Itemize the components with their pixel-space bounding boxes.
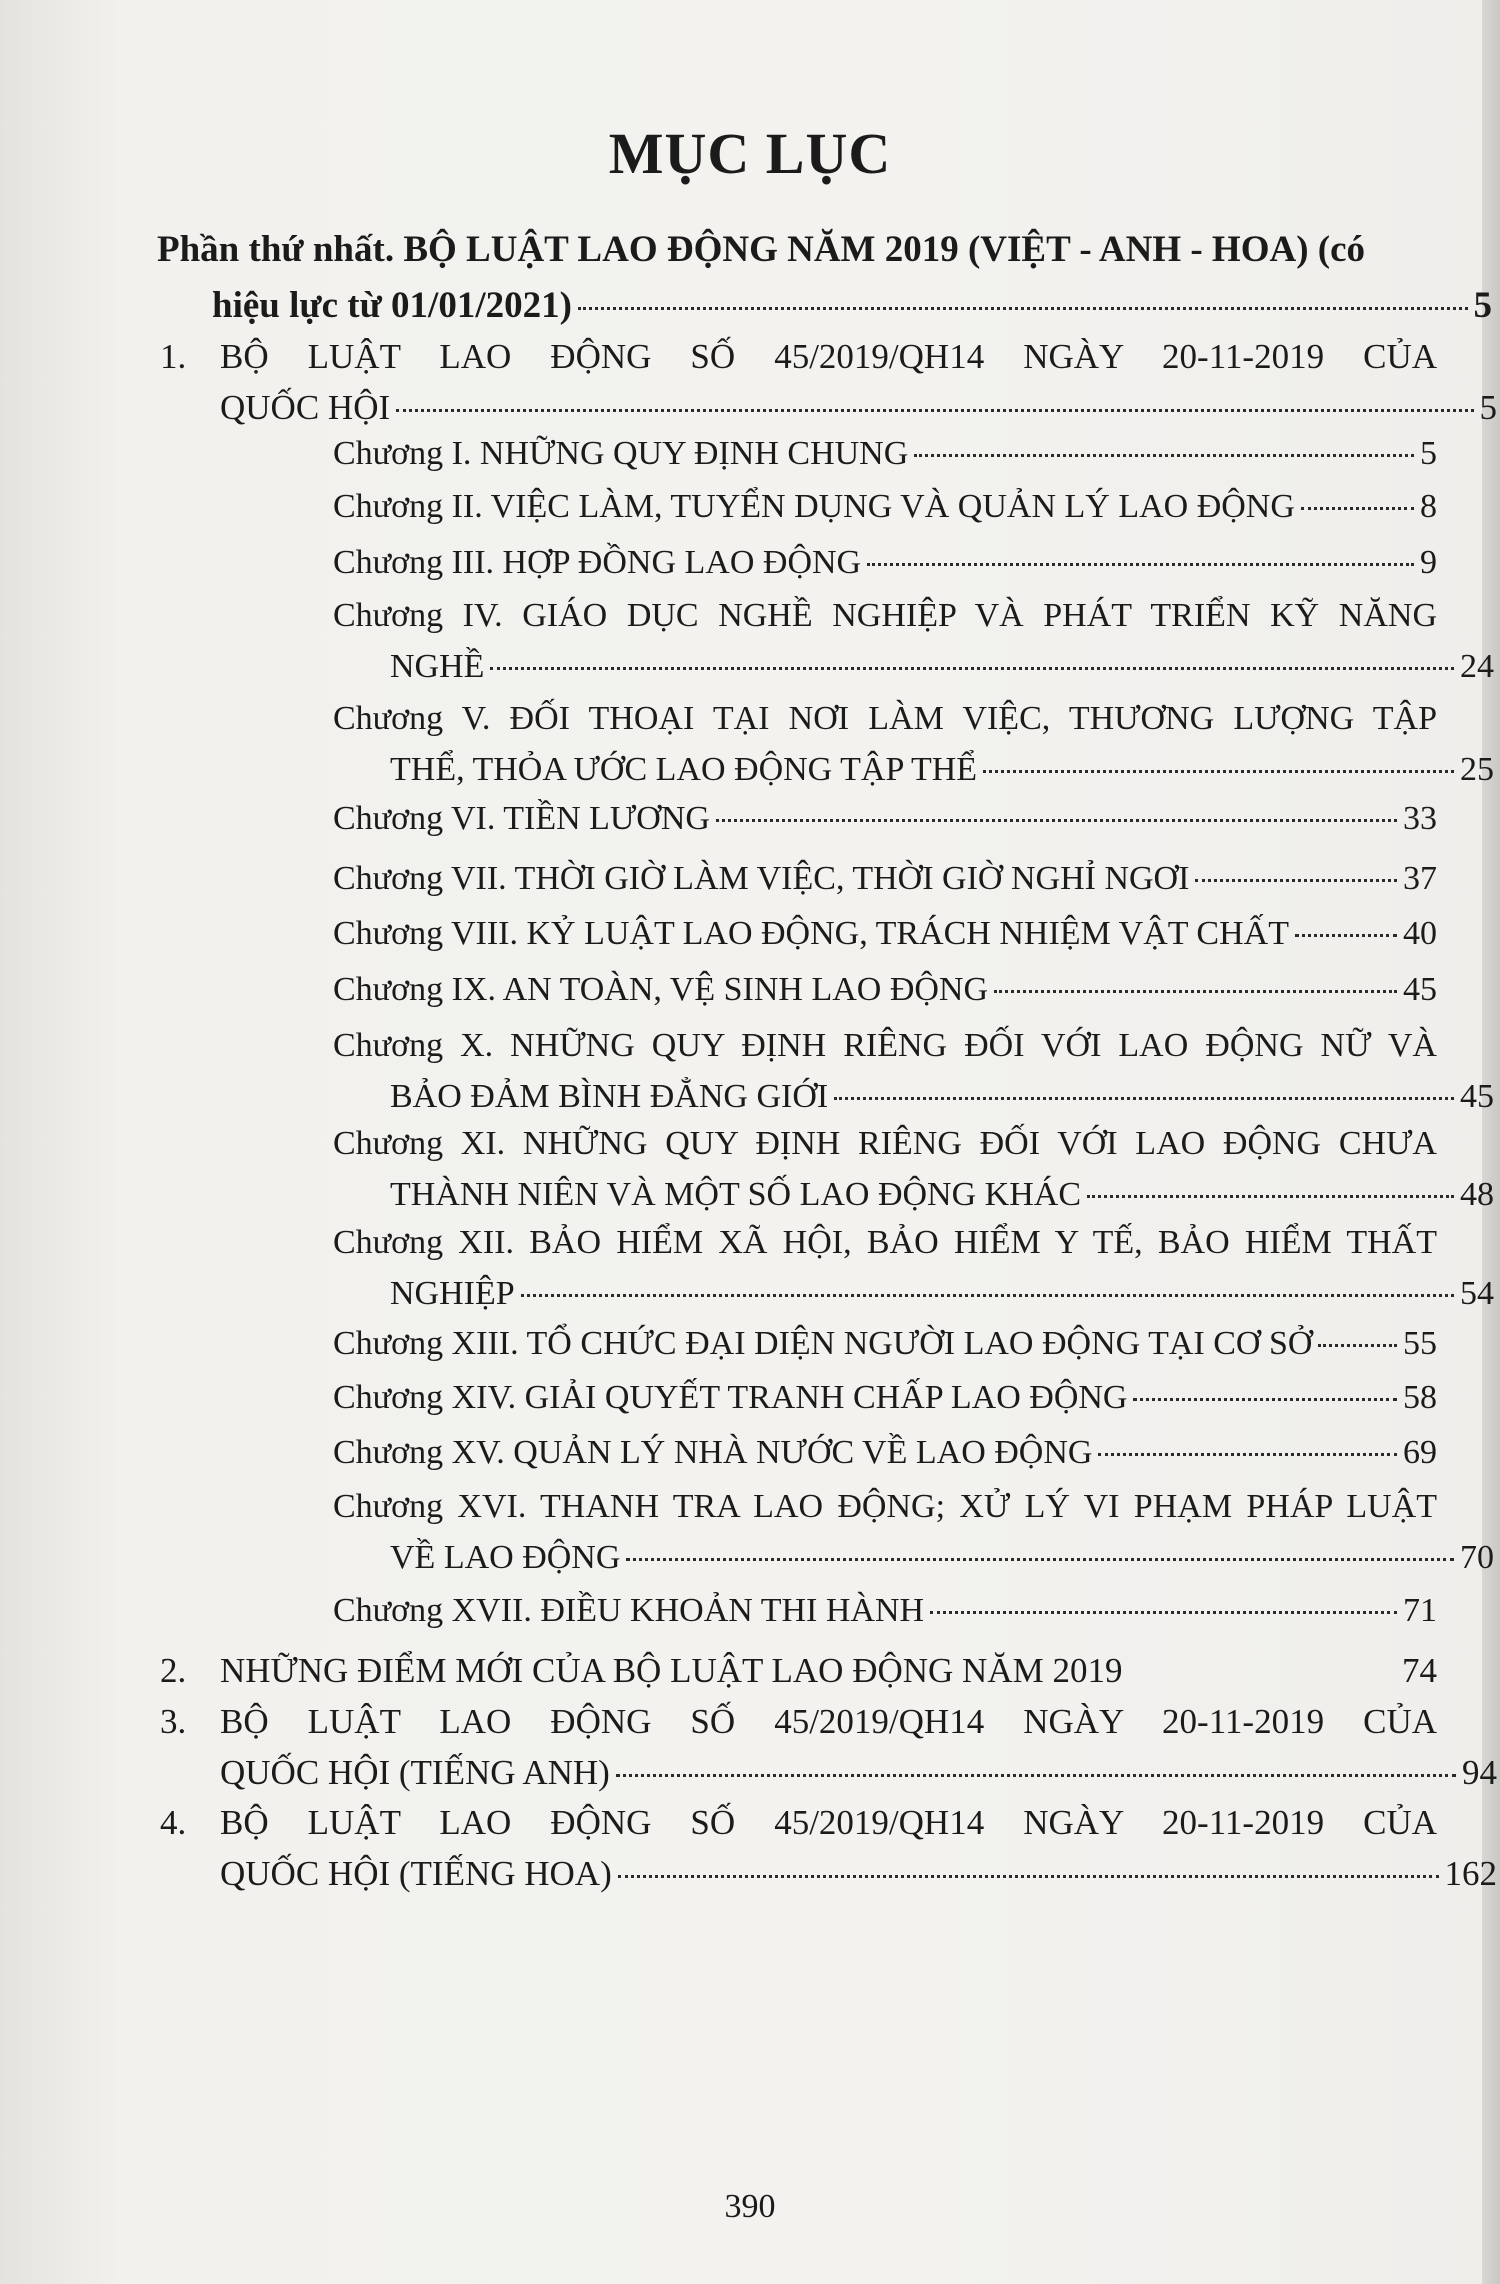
section-title: BỘ LUẬT LAO ĐỘNG SỐ 45/2019/QH14 NGÀY 20-11-2019 CỦA bbox=[220, 1702, 1437, 1741]
toc-line bbox=[333, 1585, 1437, 1636]
dot-leader bbox=[618, 1875, 1439, 1878]
chapter-title: Chương XVI. THANH TRA LAO ĐỘNG; XỬ LÝ VI PHẠM PHÁP LUẬT bbox=[333, 1488, 1437, 1525]
toc-chapter-5 bbox=[333, 693, 1494, 795]
toc-chapter-15 bbox=[333, 1427, 1437, 1478]
page-ref: 25 bbox=[1460, 751, 1494, 788]
part-heading-line-1 bbox=[157, 222, 1437, 278]
dot-leader bbox=[626, 1558, 1454, 1561]
section-title: NHỮNG ĐIỂM MỚI CỦA BỘ LUẬT LAO ĐỘNG NĂM 2019 bbox=[220, 1651, 1123, 1690]
dot-leader bbox=[1098, 1453, 1397, 1456]
dot-leader bbox=[1133, 1398, 1397, 1401]
toc-line bbox=[333, 964, 1437, 1015]
part-heading bbox=[157, 222, 1492, 334]
chapter-title: Chương III. HỢP ĐỒNG LAO ĐỘNG bbox=[333, 544, 862, 581]
toc-section-4 bbox=[160, 1797, 1497, 1899]
toc-line bbox=[333, 744, 1494, 795]
section-number: 3. bbox=[160, 1702, 187, 1741]
toc-line bbox=[333, 1372, 1437, 1423]
dot-leader bbox=[994, 990, 1397, 993]
toc-line bbox=[160, 331, 1437, 382]
part-heading-line-2 bbox=[157, 278, 1492, 334]
page-ref: 48 bbox=[1460, 1176, 1494, 1213]
toc-chapter-11 bbox=[333, 1118, 1494, 1220]
page-ref: 8 bbox=[1420, 488, 1437, 525]
toc-section-3 bbox=[160, 1696, 1497, 1798]
section-title-cont: QUỐC HỘI (TIẾNG HOA) bbox=[220, 1854, 612, 1893]
toc-chapter-7 bbox=[333, 853, 1437, 904]
dot-leader bbox=[1195, 879, 1397, 882]
part-heading-text-cont: hiệu lực từ 01/01/2021) bbox=[212, 285, 572, 326]
section-title: BỘ LUẬT LAO ĐỘNG SỐ 45/2019/QH14 NGÀY 20-11-2019 CỦA bbox=[220, 1803, 1437, 1842]
page-ref: 94 bbox=[1462, 1753, 1497, 1792]
dot-leader bbox=[914, 454, 1414, 457]
page-ref: 74 bbox=[1402, 1651, 1437, 1690]
toc-line bbox=[333, 793, 1437, 844]
toc-chapter-9 bbox=[333, 964, 1437, 1015]
toc-chapter-13 bbox=[333, 1318, 1437, 1369]
dot-leader bbox=[1087, 1195, 1454, 1198]
toc-chapter-14 bbox=[333, 1372, 1437, 1423]
toc-line bbox=[333, 428, 1437, 479]
toc-line bbox=[333, 1217, 1437, 1268]
chapter-title: Chương IX. AN TOÀN, VỆ SINH LAO ĐỘNG bbox=[333, 971, 989, 1008]
toc-line bbox=[333, 1532, 1494, 1583]
page-ref: 5 bbox=[1479, 388, 1497, 427]
toc-chapter-16 bbox=[333, 1481, 1494, 1583]
dot-leader bbox=[1295, 934, 1397, 937]
page-ref: 55 bbox=[1403, 1325, 1437, 1362]
chapter-title: Chương VII. THỜI GIỜ LÀM VIỆC, THỜI GIỜ NGHỈ NGƠI bbox=[333, 860, 1190, 897]
chapter-title-cont: THÀNH NIÊN VÀ MỘT SỐ LAO ĐỘNG KHÁC bbox=[390, 1176, 1082, 1213]
toc-line bbox=[333, 1169, 1494, 1220]
page-ref: 40 bbox=[1403, 915, 1437, 952]
dot-leader bbox=[930, 1611, 1397, 1614]
toc-line bbox=[160, 1696, 1437, 1747]
section-number: 4. bbox=[160, 1803, 187, 1842]
section-title-cont: QUỐC HỘI (TIẾNG ANH) bbox=[220, 1753, 610, 1792]
toc-line bbox=[160, 1797, 1437, 1848]
toc-line bbox=[333, 1427, 1437, 1478]
chapter-title: Chương IV. GIÁO DỤC NGHỀ NGHIỆP VÀ PHÁT TRIỂN KỸ NĂNG bbox=[333, 597, 1437, 634]
toc-line bbox=[333, 853, 1437, 904]
toc-line bbox=[160, 382, 1497, 433]
page-ref: 70 bbox=[1460, 1539, 1494, 1576]
chapter-title-cont: THỂ, THỎA ƯỚC LAO ĐỘNG TẬP THỂ bbox=[390, 751, 978, 788]
chapter-title: Chương XII. BẢO HIỂM XÃ HỘI, BẢO HIỂM Y TẾ, BẢO HIỂM THẤT bbox=[333, 1224, 1437, 1261]
toc-chapter-2 bbox=[333, 481, 1437, 532]
toc-chapter-8 bbox=[333, 908, 1437, 959]
toc-chapter-4 bbox=[333, 590, 1494, 692]
toc-line bbox=[160, 1848, 1497, 1899]
page-ref: 58 bbox=[1403, 1379, 1437, 1416]
chapter-title-cont: NGHIỆP bbox=[390, 1275, 515, 1312]
toc-chapter-10 bbox=[333, 1020, 1494, 1122]
toc-line bbox=[333, 1071, 1494, 1122]
page-ref: 24 bbox=[1460, 648, 1494, 685]
toc-chapter-1 bbox=[333, 428, 1437, 479]
chapter-title: Chương XVII. ĐIỀU KHOẢN THI HÀNH bbox=[333, 1592, 925, 1629]
chapter-title: Chương XIV. GIẢI QUYẾT TRANH CHẤP LAO ĐỘNG bbox=[333, 1379, 1128, 1416]
toc-line bbox=[333, 590, 1437, 641]
dot-leader bbox=[867, 563, 1414, 566]
chapter-title-cont: VỀ LAO ĐỘNG bbox=[390, 1539, 621, 1576]
chapter-title: Chương XI. NHỮNG QUY ĐỊNH RIÊNG ĐỐI VỚI LAO ĐỘNG CHƯA bbox=[333, 1125, 1437, 1162]
page-ref: 5 bbox=[1473, 285, 1492, 326]
page-ref: 71 bbox=[1403, 1592, 1437, 1629]
toc-section-2 bbox=[160, 1645, 1437, 1696]
page-ref: 37 bbox=[1403, 860, 1437, 897]
chapter-title: Chương VIII. KỶ LUẬT LAO ĐỘNG, TRÁCH NHIỆM VẬT CHẤT bbox=[333, 915, 1289, 952]
toc-line bbox=[160, 1747, 1497, 1798]
toc-line bbox=[333, 641, 1494, 692]
dot-leader bbox=[834, 1097, 1454, 1100]
toc-chapter-17 bbox=[333, 1585, 1437, 1636]
page-number: 390 bbox=[724, 2188, 776, 2225]
page-ref: 33 bbox=[1403, 800, 1437, 837]
toc-line bbox=[333, 481, 1437, 532]
section-number: 2. bbox=[160, 1651, 187, 1690]
toc-section-1 bbox=[160, 331, 1497, 433]
dot-leader bbox=[490, 667, 1454, 670]
page-ref: 45 bbox=[1460, 1078, 1494, 1115]
page-ref: 69 bbox=[1403, 1434, 1437, 1471]
chapter-title: Chương X. NHỮNG QUY ĐỊNH RIÊNG ĐỐI VỚI LAO ĐỘNG NỮ VÀ bbox=[333, 1027, 1437, 1064]
toc-line bbox=[333, 1318, 1437, 1369]
dot-leader bbox=[716, 819, 1397, 822]
chapter-title: Chương VI. TIỀN LƯƠNG bbox=[333, 800, 710, 837]
dot-leader bbox=[521, 1294, 1454, 1297]
page-ref: 9 bbox=[1420, 544, 1437, 581]
toc-line bbox=[333, 1481, 1437, 1532]
section-number: 1. bbox=[160, 337, 187, 376]
section-title-cont: QUỐC HỘI bbox=[220, 388, 391, 427]
page-ref: 5 bbox=[1420, 435, 1437, 472]
dot-leader bbox=[616, 1774, 1456, 1777]
chapter-title-cont: BẢO ĐẢM BÌNH ĐẲNG GIỚI bbox=[390, 1078, 829, 1115]
toc-line bbox=[160, 1645, 1437, 1696]
dot-leader bbox=[983, 770, 1454, 773]
toc-line bbox=[333, 1118, 1437, 1169]
chapter-title: Chương I. NHỮNG QUY ĐỊNH CHUNG bbox=[333, 435, 909, 472]
dot-leader bbox=[578, 307, 1468, 310]
dot-leader bbox=[396, 409, 1473, 412]
chapter-title: Chương V. ĐỐI THOẠI TẠI NƠI LÀM VIỆC, THƯƠNG LƯỢNG TẬP bbox=[333, 700, 1437, 737]
toc-line bbox=[333, 537, 1437, 588]
page-ref: 45 bbox=[1403, 971, 1437, 1008]
toc-chapter-12 bbox=[333, 1217, 1494, 1319]
chapter-title-cont: NGHỀ bbox=[390, 648, 485, 685]
dot-leader bbox=[1301, 507, 1414, 510]
page-title: MỤC LỤC bbox=[608, 121, 892, 186]
chapter-title: Chương XIII. TỔ CHỨC ĐẠI DIỆN NGƯỜI LAO ĐỘNG TẠI CƠ SỞ bbox=[333, 1325, 1313, 1362]
toc-line bbox=[333, 1268, 1494, 1319]
page-ref: 54 bbox=[1460, 1275, 1494, 1312]
part-heading-text: Phần thứ nhất. BỘ LUẬT LAO ĐỘNG NĂM 2019 (VIỆT - ANH - HOA) (có bbox=[157, 229, 1366, 270]
chapter-title: Chương II. VIỆC LÀM, TUYỂN DỤNG VÀ QUẢN LÝ LAO ĐỘNG bbox=[333, 488, 1295, 525]
toc-chapter-3 bbox=[333, 537, 1437, 588]
toc-line bbox=[333, 1020, 1437, 1071]
toc-line bbox=[333, 908, 1437, 959]
chapter-title: Chương XV. QUẢN LÝ NHÀ NƯỚC VỀ LAO ĐỘNG bbox=[333, 1434, 1093, 1471]
toc-line bbox=[333, 693, 1437, 744]
section-title: BỘ LUẬT LAO ĐỘNG SỐ 45/2019/QH14 NGÀY 20-11-2019 CỦA bbox=[220, 337, 1437, 376]
dot-leader bbox=[1318, 1344, 1397, 1347]
toc-chapter-6 bbox=[333, 793, 1437, 844]
page-ref: 162 bbox=[1444, 1854, 1497, 1893]
